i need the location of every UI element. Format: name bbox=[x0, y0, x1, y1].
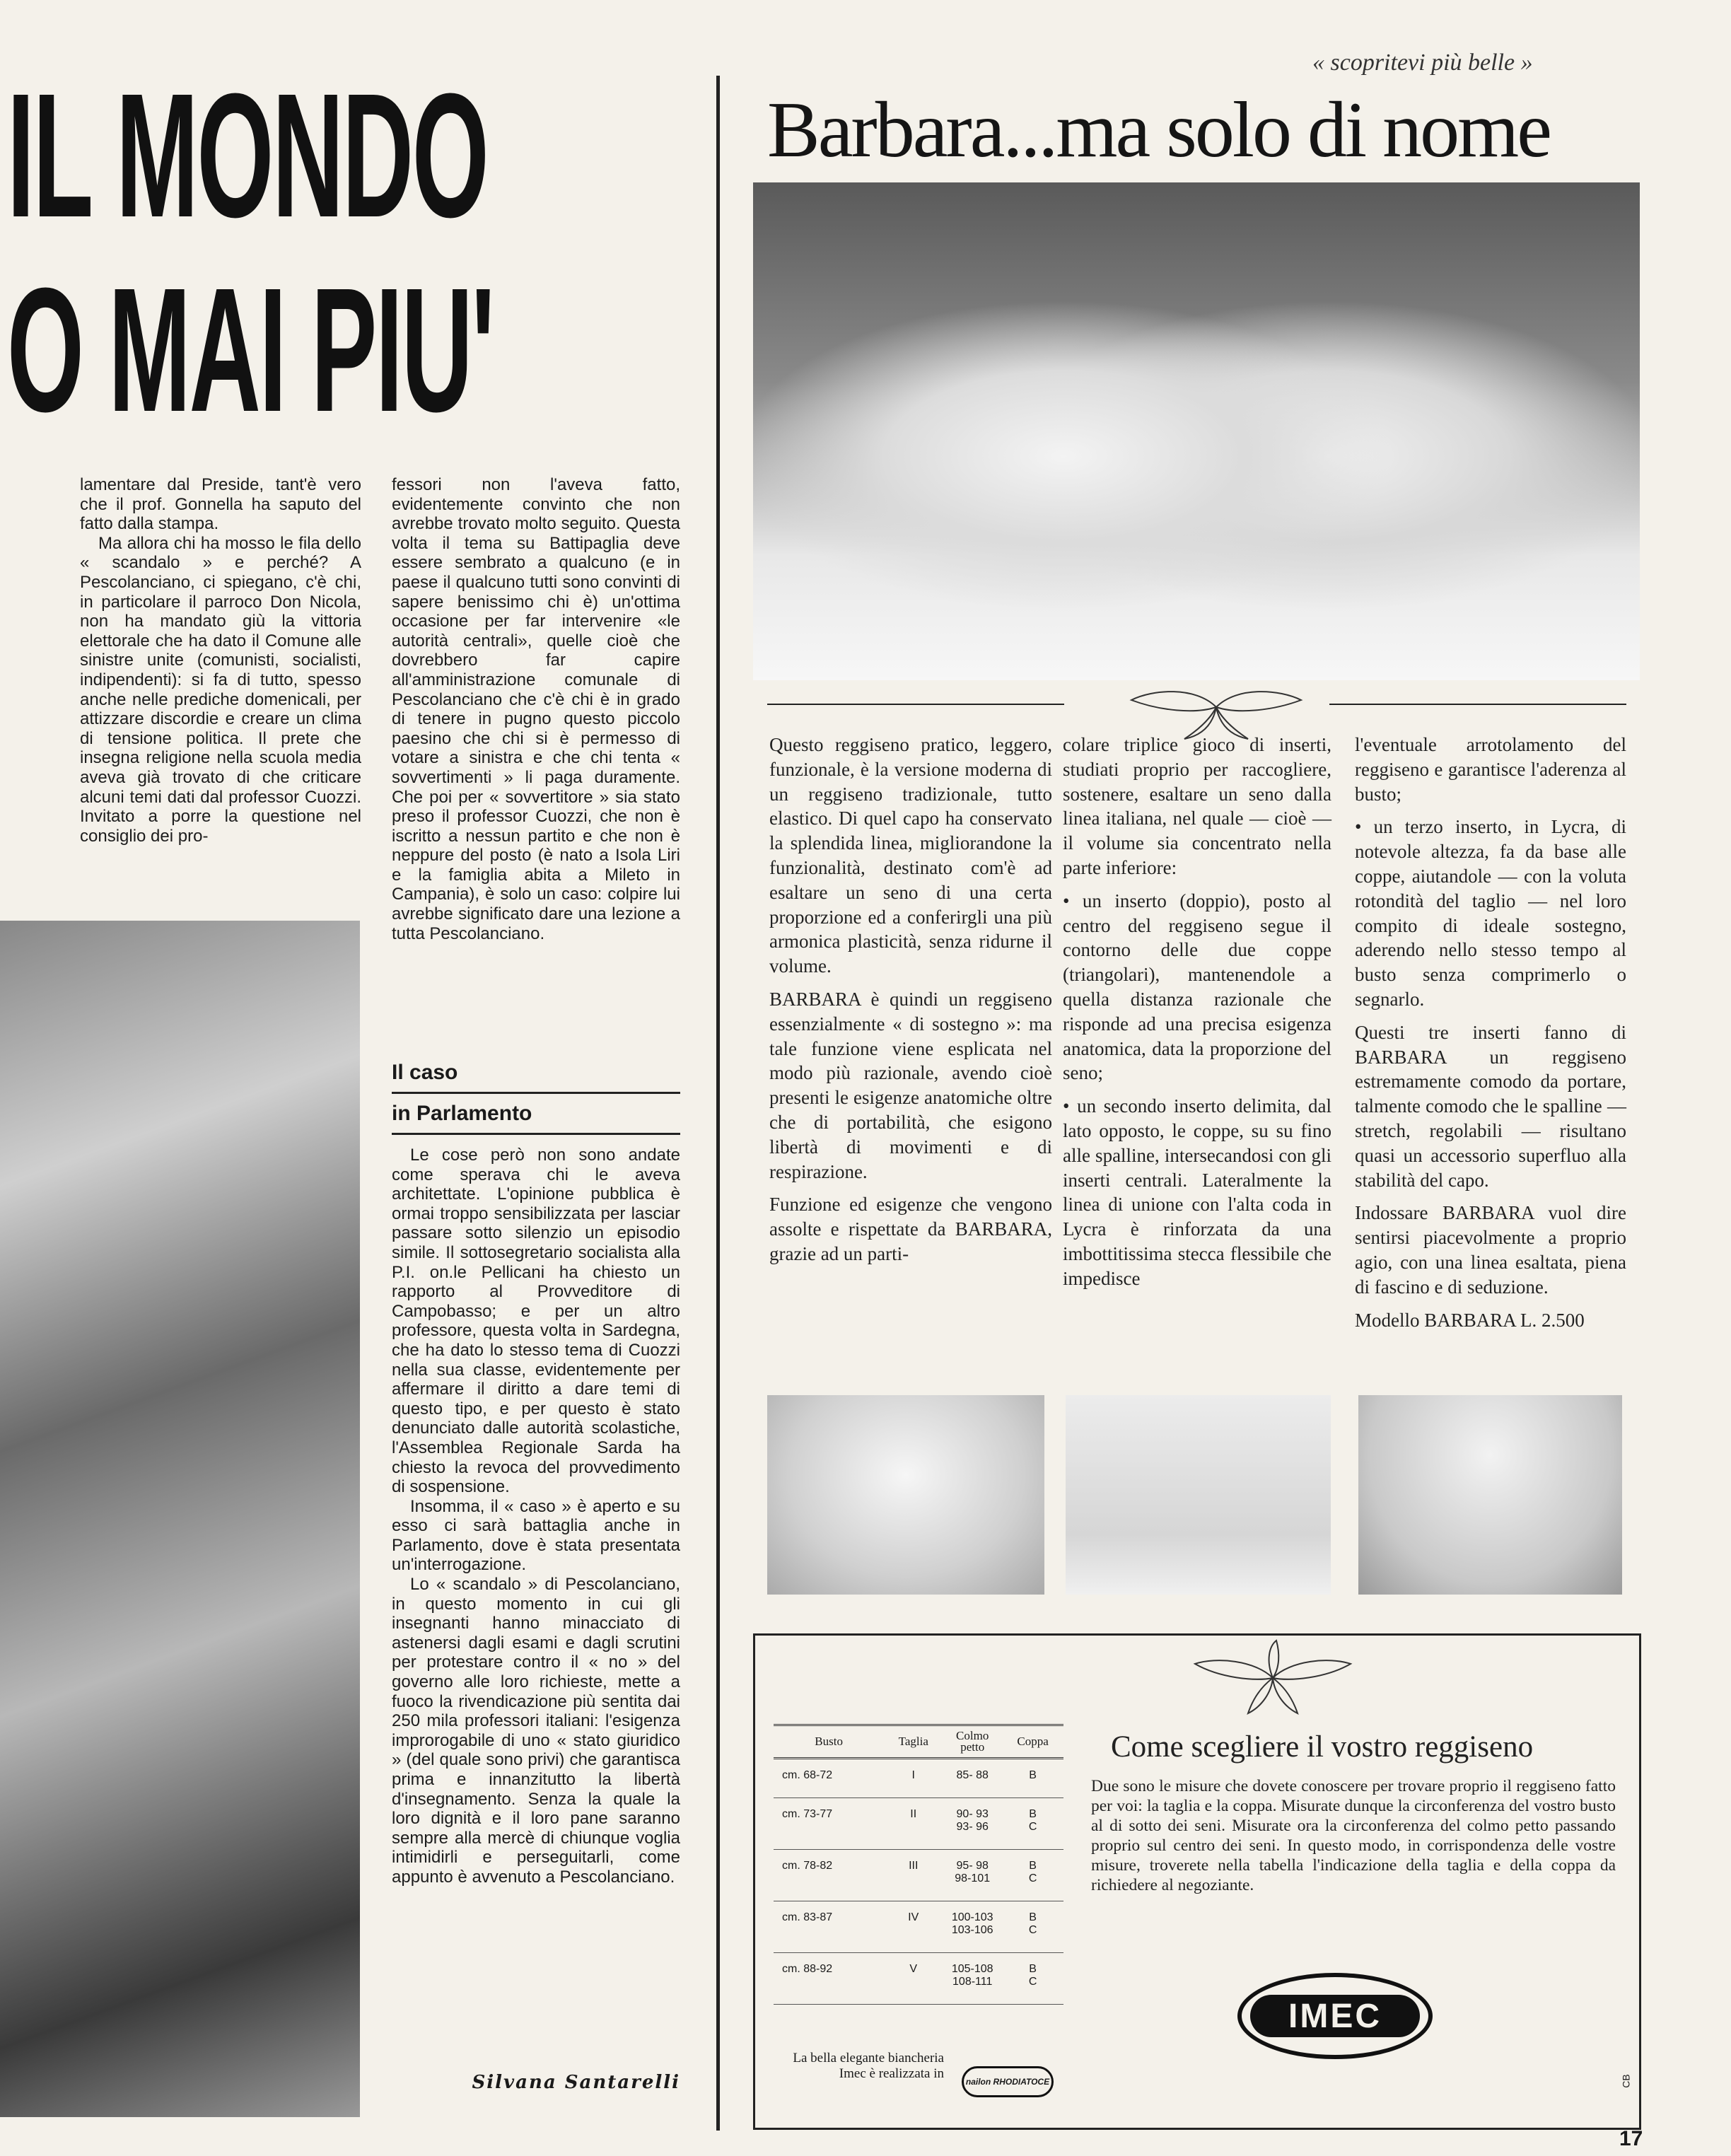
column-header: Colmo petto bbox=[943, 1725, 1002, 1759]
table-row bbox=[774, 1953, 1063, 2005]
table-cell-coppa: B C bbox=[1002, 1953, 1063, 2005]
size-table bbox=[774, 1724, 1063, 2005]
table-cell-coppa: B C bbox=[1002, 1850, 1063, 1901]
paragraph: Lo « scandalo » di Pescolanciano, in questo momento in cui gli insegnanti hanno minacciato di astenersi dagli esami e dagli scrutini per protestare contro il « no » del governo alle loro richieste, mette a fuoco la rivendicazione più sentita dai 250 mila professori italiani: l'esigenza improrogabile di uno « stato giuridico » (del quale sono privi) che garantisca prima e innanzitutto la libertà d'insegnamento. Senza la quale la loro dignità e il loro pane saranno sempre alla mercè di chiunque voglia intimidirli e perseguitarli, come appunto è avvenuto a Pescolanciano. bbox=[392, 1575, 680, 1887]
divider bbox=[1329, 704, 1626, 705]
size-guide-body: Due sono le misure che dovete conoscere per trovare proprio il reggiseno fatto per voi: la taglia e la coppa. Misurate dunque la circonferenza del vostro busto al di sotto dei seni. Misurate ora la circonferenza del colmo petto passando proprio sul centro dei seni. In questo modo, in corrispondenza delle vostre misure, troverete nella tabella l'indicazione della taglia e della coppa da richiedere al negoziante. bbox=[1091, 1777, 1616, 1894]
headline-line-2: O MAI PIU' bbox=[7, 251, 494, 448]
detail-photo-center bbox=[767, 1395, 1044, 1595]
paragraph: Insomma, il « caso » è aperto e su esso ci sarà battaglia anche in Parlamento, dove è stata presentata un'interrogazione. bbox=[392, 1496, 680, 1575]
ad-tagline: « scopritevi più belle » bbox=[1312, 49, 1533, 76]
divider bbox=[392, 1092, 680, 1094]
paragraph: colare triplice gioco di inserti, studiati proprio per raccogliere, sostenere, esaltare un seno dalla linea italiana, nel quale — cioè — il volume sia concentrato nella parte inferiore: bbox=[1063, 734, 1331, 878]
nailon-logo: nailon RHODIATOCE bbox=[962, 2066, 1054, 2097]
paragraph: Indossare BARBARA vuol dire sentirsi piacevolmente a proprio agio, con una linea esaltata, piena di fascino e di seduzione. bbox=[1355, 1202, 1626, 1298]
size-guide-title: Come scegliere il vostro reggiseno bbox=[1111, 1730, 1534, 1764]
table-cell-colmo: 95- 98 98-101 bbox=[943, 1850, 1002, 1901]
article-photo-boys bbox=[0, 921, 360, 2117]
table-cell-colmo: 105-108 108-111 bbox=[943, 1953, 1002, 2005]
table-cell-coppa: B bbox=[1002, 1759, 1063, 1798]
table-cell-busto: cm. 73-77 bbox=[774, 1798, 884, 1850]
paragraph: • un inserto (doppio), posto al centro del reggiseno segue il contorno delle due coppe (triangolari), mantenendole a quella distanza razionale che risponde ad una precisa esigenza anatomica, data la proporzione del seno; bbox=[1063, 890, 1331, 1084]
table-row bbox=[774, 1850, 1063, 1901]
column-header: Taglia bbox=[884, 1725, 943, 1759]
divider bbox=[767, 704, 1064, 705]
column-divider bbox=[716, 76, 720, 2131]
subhead-il-caso: Il caso bbox=[392, 1061, 458, 1084]
imec-logo-text: IMEC bbox=[1250, 1995, 1420, 2037]
ad-text-column-1 bbox=[769, 733, 1052, 1275]
paragraph: l'eventuale arrotolamento del reggiseno e garantisce l'aderenza al busto; bbox=[1355, 734, 1626, 805]
fabric-caption: La bella elegante biancheria Imec è realizzata in bbox=[793, 2051, 944, 2081]
paragraph: Questi tre inserti fanno di BARBARA un reggiseno estremamente comodo da portare, talmente comodo che le spalline — stretch, regolabili — risultano quasi un accessorio superfluo alla stabilità del capo. bbox=[1355, 1021, 1626, 1191]
table-cell-busto: cm. 68-72 bbox=[774, 1759, 884, 1798]
table-row bbox=[774, 1901, 1063, 1953]
table-cell-coppa: B C bbox=[1002, 1798, 1063, 1850]
paragraph: lamentare dal Preside, tant'è vero che il prof. Gonnella ha saputo del fatto dalla stampa. bbox=[80, 475, 361, 534]
table-cell-taglia: II bbox=[884, 1798, 943, 1850]
side-mark: CB bbox=[1620, 2074, 1632, 2088]
paragraph: Questo reggiseno pratico, leggero, funzionale, è la versione moderna di un reggiseno tradizionale, tutto elastico. Di quel capo ha conservato la splendida linea, migliorandone la funzionalità, destinato com'è ad esaltare un seno di una certa proporzione ed a conferirgli una più armonica plasticità, senza ridurne il volume. bbox=[769, 734, 1052, 977]
flower-ornament-icon bbox=[1188, 1639, 1358, 1717]
article-column-2b bbox=[392, 1146, 680, 1887]
imec-logo bbox=[1237, 1973, 1433, 2059]
page-number: 17 bbox=[1619, 2127, 1643, 2150]
detail-photo-back bbox=[1066, 1395, 1331, 1595]
paragraph: • un secondo inserto delimita, dal lato opposto, le coppe, su su fino alle spalline, intersecandosi con gli inserti centrali. Lateralmente la linea di unione con l'alta coda in Lycra è rinforzata da una imbottitissima stecca flessibile che impedisce bbox=[1063, 1095, 1331, 1289]
ad-text-column-3 bbox=[1355, 733, 1626, 1341]
table-row bbox=[774, 1798, 1063, 1850]
paragraph: • un terzo inserto, in Lycra, di notevole altezza, fa da base alle coppe, aiutandole — con la voluta rotondità del taglio — nel loro compito di ideale sostegno, aderendo nello stesso tempo al busto senza comprimerlo o segnarlo. bbox=[1355, 816, 1626, 1010]
article-column-1 bbox=[80, 475, 361, 846]
ad-text-column-2 bbox=[1063, 733, 1331, 1300]
table-cell-taglia: I bbox=[884, 1759, 943, 1798]
paragraph: Modello BARBARA L. 2.500 bbox=[1355, 1309, 1585, 1331]
table-cell-busto: cm. 78-82 bbox=[774, 1850, 884, 1901]
headline-line-1: IL MONDO bbox=[7, 57, 488, 254]
column-header: Busto bbox=[774, 1725, 884, 1759]
ad-photo-bra bbox=[753, 182, 1640, 680]
subhead-in-parlamento: in Parlamento bbox=[392, 1102, 532, 1125]
column-header: Coppa bbox=[1002, 1725, 1063, 1759]
detail-photo-cup bbox=[1358, 1395, 1622, 1595]
paragraph: fessori non l'aveva fatto, evidentemente convinto che non avrebbe trovato molto seguito. Questa volta il tema su Battipaglia deve essere sembrato a qualcuno (e in paese il qualcuno tutti sono convinti di sapere benissimo chi è) un'ottima occasione per far intervenire «le autorità centrali», quelle cioè che dovrebbero far capire all'amministrazione comunale di Pescolanciano che c'è chi è in grado di tenere in pugno questo piccolo paesino che chi si è permesso di votare a sinistra e che chi tenta « sovvertimenti » li paga duramente. Che poi per « sovvertitore » sia stato preso il professor Cuozzi, che non è iscritto a nessun partito e che non è neppure del posto (è nato a Isola Liri e la famiglia abita a Mileto in Campania), è solo un caso: colpire lui avrebbe significato dare una lezione a tutta Pescolanciano. bbox=[392, 475, 680, 943]
paragraph: Funzione ed esigenze che vengono assolte e rispettate da BARBARA, grazie ad un parti- bbox=[769, 1194, 1052, 1264]
table-cell-taglia: IV bbox=[884, 1901, 943, 1953]
author-signature: Silvana Santarelli bbox=[472, 2072, 680, 2093]
table-cell-busto: cm. 88-92 bbox=[774, 1953, 884, 2005]
divider bbox=[392, 1133, 680, 1135]
paragraph: Ma allora chi ha mosso le fila dello « scandalo » e perché? A Pescolanciano, ci spiegano, c'è chi, in particolare il parroco Don Nicola, non ha mandato giù la vittoria elettorale che ha dato il Comune alle sinistre unite (comunisti, socialisti, indipendenti): si fa di tutto, spesso anche nelle prediche domenicali, per attizzare discordie e creare un clima di tensione politica. Il prete che insegna religione nella scuola media aveva già trovato di che criticare alcuni temi dati dal professor Cuozzi. Invitato a porre la questione nel consiglio dei pro- bbox=[80, 533, 361, 846]
paragraph: Le cose però non sono andate come sperava chi le aveva architettate. L'opinione pubblica è ormai troppo sensibilizzata per lasciar passare sotto silenzio un episodio simile. Il sottosegretario socialista alla P.I. on.le Pellicani ha chiesto un rapporto al Provveditore di Campobasso; e per un altro professore, questa volta in Sardegna, che ha dato lo stesso tema di Cuozzi nella sua classe, evidentemente per affermare il diritto a dare temi di questo tipo, e per questo è stato denunciato dalle autorità scolastiche, l'Assemblea Regionale Sarda ha chiesto la revoca del provvedimento di sospensione. bbox=[392, 1146, 680, 1497]
ad-title: Barbara...ma solo di nome bbox=[767, 86, 1550, 174]
paragraph: BARBARA è quindi un reggiseno essenzialmente « di sostegno »: ma tale funzione viene esplicata nel modo più razionale, avendo cioè presenti le esigenze anatomiche oltre che di portabilità, che esigono libertà di movimenti e di respirazione. bbox=[769, 988, 1052, 1182]
table-cell-colmo: 90- 93 93- 96 bbox=[943, 1798, 1002, 1850]
table-cell-coppa: B C bbox=[1002, 1901, 1063, 1953]
article-column-2 bbox=[392, 475, 680, 943]
table-row bbox=[774, 1759, 1063, 1798]
table-cell-taglia: III bbox=[884, 1850, 943, 1901]
table-cell-colmo: 85- 88 bbox=[943, 1759, 1002, 1798]
table-cell-busto: cm. 83-87 bbox=[774, 1901, 884, 1953]
table-cell-colmo: 100-103 103-106 bbox=[943, 1901, 1002, 1953]
table-cell-taglia: V bbox=[884, 1953, 943, 2005]
